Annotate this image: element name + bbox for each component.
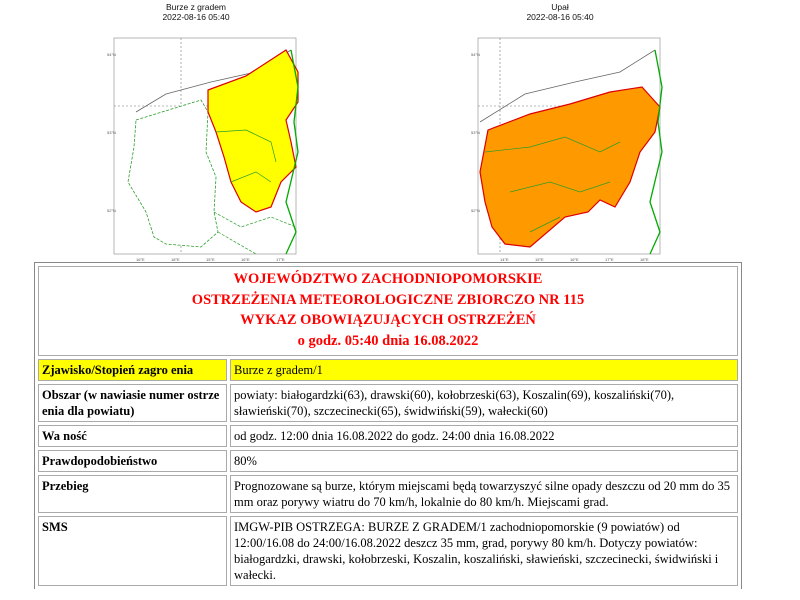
map-graphic: [470, 32, 670, 262]
map-title: Burze z gradem: [166, 2, 226, 12]
map-tick-label: 16°E: [241, 257, 250, 262]
row-label: Wa ność: [38, 425, 227, 447]
row-value: od godz. 12:00 dnia 16.08.2022 do godz. 24:00 dnia 16.08.2022: [230, 425, 738, 447]
warning-table: [35, 356, 741, 589]
map-timestamp: 2022-08-16 05:40: [526, 12, 594, 22]
table-row: [38, 425, 738, 447]
map-tick-label: 53°N: [107, 130, 116, 135]
map-tick-label: 16°E: [570, 257, 579, 262]
row-value: Burze z gradem/1: [230, 359, 738, 381]
row-label: Prawdopodobieństwo: [38, 450, 227, 472]
map-title: Upał: [551, 2, 569, 12]
row-label: Obszar (w nawiasie numer ostrze enia dla powiatu): [38, 384, 227, 422]
map-tick-label: 52°N: [471, 208, 480, 213]
row-value: IMGW-PIB OSTRZEGA: BURZE Z GRADEM/1 zachodniopomorskie (9 powiatów) od 12:00/16.08 do 24:00/16.08.2022 deszcz 35 mm, grad, porywy 80 km/h. Dotyczy powiatów: białogardzki, drawski, kołobrzeski, Koszalin, koszaliński, sławieński, szczecinecki, świdwiński i wałecki.: [230, 516, 738, 586]
header-region: WOJEWÓDZTWO ZACHODNIOPOMORSKIE: [233, 271, 543, 287]
table-row: [38, 516, 738, 586]
row-label: Zjawisko/Stopień zagro enia: [38, 359, 227, 381]
document-header: [38, 266, 738, 356]
table-row: [38, 450, 738, 472]
header-subtitle: WYKAZ OBOWIĄZUJĄCYCH OSTRZEŻEŃ: [240, 312, 536, 328]
row-value: powiaty: białogardzki(63), drawski(60), kołobrzeski(63), Koszalin(69), koszaliński(70), sławieński(70), szczecinecki(65), świdwiński(59), wałecki(60): [230, 384, 738, 422]
table-row: [38, 359, 738, 381]
map-tick-label: 54°N: [471, 52, 480, 57]
map-timestamp: 2022-08-16 05:40: [162, 12, 230, 22]
map-tick-label: 17°E: [276, 257, 285, 262]
row-label: SMS: [38, 516, 227, 586]
map-tick-label: 15°E: [535, 257, 544, 262]
row-label: Przebieg: [38, 475, 227, 513]
map-tick-label: 15°E: [206, 257, 215, 262]
map-tick-label: 53°N: [471, 130, 480, 135]
map-tick-label: 17°E: [605, 257, 614, 262]
map-tick-label: 52°N: [107, 208, 116, 213]
table-row: [38, 384, 738, 422]
map-tick-label: 18°E: [171, 257, 180, 262]
warning-document: [34, 262, 742, 589]
map-tick-label: 18°E: [640, 257, 649, 262]
row-value: 80%: [230, 450, 738, 472]
map-tick-label: 54°N: [107, 52, 116, 57]
map-graphic: [106, 32, 306, 262]
map-tick-label: 14°E: [500, 257, 509, 262]
table-row: [38, 475, 738, 513]
map-tick-label: 16°E: [136, 257, 145, 262]
header-time: o godz. 05:40 dnia 16.08.2022: [297, 332, 479, 349]
row-value: Prognozowane są burze, którym miejscami będą towarzyszyć silne opady deszczu od 20 mm do 35 mm oraz porywy wiatru do 70 km/h, lokalnie do 80 km/h. Miejscami grad.: [230, 475, 738, 513]
header-title: OSTRZEŻENIA METEOROLOGICZNE ZBIORCZO NR 115: [191, 291, 585, 308]
